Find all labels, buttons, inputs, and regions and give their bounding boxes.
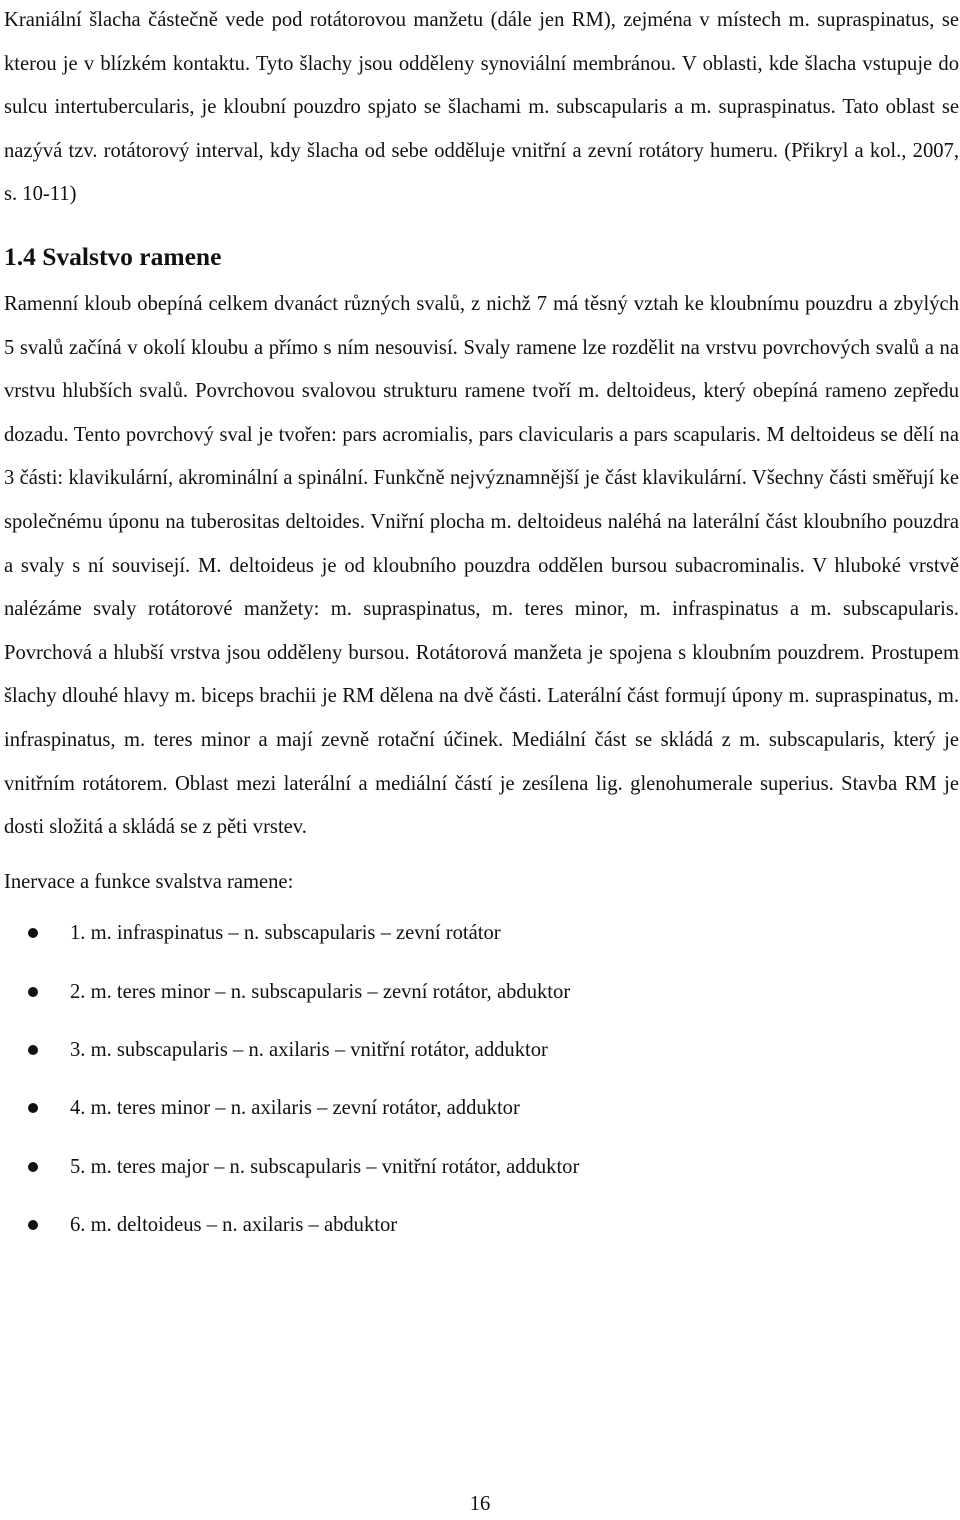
section-paragraph: Ramenní kloub obepíná celkem dvanáct různých svalů, z nichž 7 má těsný vztah ke kloubnímu pouzdru a zbylých 5 svalů začíná v okolí kloubu a přímo s ním nesouvisí. Svaly ramene lze rozdělit na vrstvu povrchových svalů a na vrstvu hlubších svalů. Povrchovou svalovou strukturu ramene tvoří m. deltoideus, který obepíná rameno zepředu dozadu. Tento povrchový sval je tvořen: pars acromialis, pars clavicularis a pars scapularis. M deltoideus se dělí na 3 části: klavikulární, akrominální a spinální. Funkčně nejvýznamnější je část klavikulární. Všechny části směřují ke společnému úponu na tuberositas deltoides. Vniřní plocha m. deltoideus naléhá na laterální část kloubního pouzdra a svaly s ní souvisejí. M. deltoideus je od kloubního pouzdra oddělen bursou subacrominalis. V hluboké vrstvě nalézáme svaly rotátorové manžety: m. supraspinatus, m. teres minor, m. infraspinatus a m. subscapularis. Povrchová a hlubší vrstva jsou odděleny bursou. Rotátorová manžeta je spojena s kloubním pouzdrem. Prostupem šlachy dlouhé hlavy m. biceps brachii je RM dělena na dvě části. Laterální část formují úpony m. supraspinatus, m. infraspinatus, m. teres minor a mají zevně rotační účinek. Mediální část se skládá z m. subscapularis, který je vnitřním rotátorem. Oblast mezi laterální a mediální částí je zesílena lig. glenohumerale superius. Stavba RM je dosti složitá a skládá se z pěti vrstev.: [4, 292, 959, 839]
innervation-intro: Inervace a funkce svalstva ramene:: [4, 870, 294, 893]
list-item: [4, 1034, 959, 1092]
bullet-icon: [28, 1220, 38, 1230]
list-item-text: 3. m. subscapularis – n. axilaris – vnitřní rotátor, adduktor: [70, 1039, 548, 1062]
bullet-icon: [28, 987, 38, 997]
list-item-text: 1. m. infraspinatus – n. subscapularis – zevní rotátor: [70, 922, 501, 945]
list-item: [4, 976, 959, 1034]
list-item: [4, 1092, 959, 1150]
bullet-icon: [28, 1045, 38, 1055]
list-item-text: 2. m. teres minor – n. subscapularis – zevní rotátor, abduktor: [70, 980, 571, 1003]
page-number: 16: [469, 1493, 491, 1515]
list-item-text: 4. m. teres minor – n. axilaris – zevní rotátor, adduktor: [70, 1097, 520, 1120]
list-item-text: 5. m. teres major – n. subscapularis – vnitřní rotátor, adduktor: [70, 1155, 580, 1178]
list-item: [4, 1151, 959, 1209]
innervation-list: [4, 917, 959, 1267]
continuation-paragraph: Kraniální šlacha částečně vede pod rotátorovou manžetu (dále jen RM), zejména v místech m. supraspinatus, se kterou je v blízkém kontaktu. Tyto šlachy jsou odděleny synoviální membránou. V oblasti, kde šlacha vstupuje do sulcu intertubercularis, je kloubní pouzdro spjato se šlachami m. subscapularis a m. supraspinatus. Tato oblast se nazývá tzv. rotátorový interval, kdy šlacha od sebe odděluje vnitřní a zevní rotátory humeru. (Přikryl a kol., 2007, s. 10-11): [4, 9, 959, 206]
bullet-icon: [28, 928, 38, 938]
document-page: [4, 0, 959, 1268]
bullet-icon: [28, 1103, 38, 1113]
list-item-text: 6. m. deltoideus – n. axilaris – abduktor: [70, 1214, 398, 1237]
list-item: [4, 917, 959, 975]
bullet-icon: [28, 1162, 38, 1172]
list-item: [4, 1209, 959, 1267]
section-heading: 1.4 Svalstvo ramene: [4, 241, 222, 271]
